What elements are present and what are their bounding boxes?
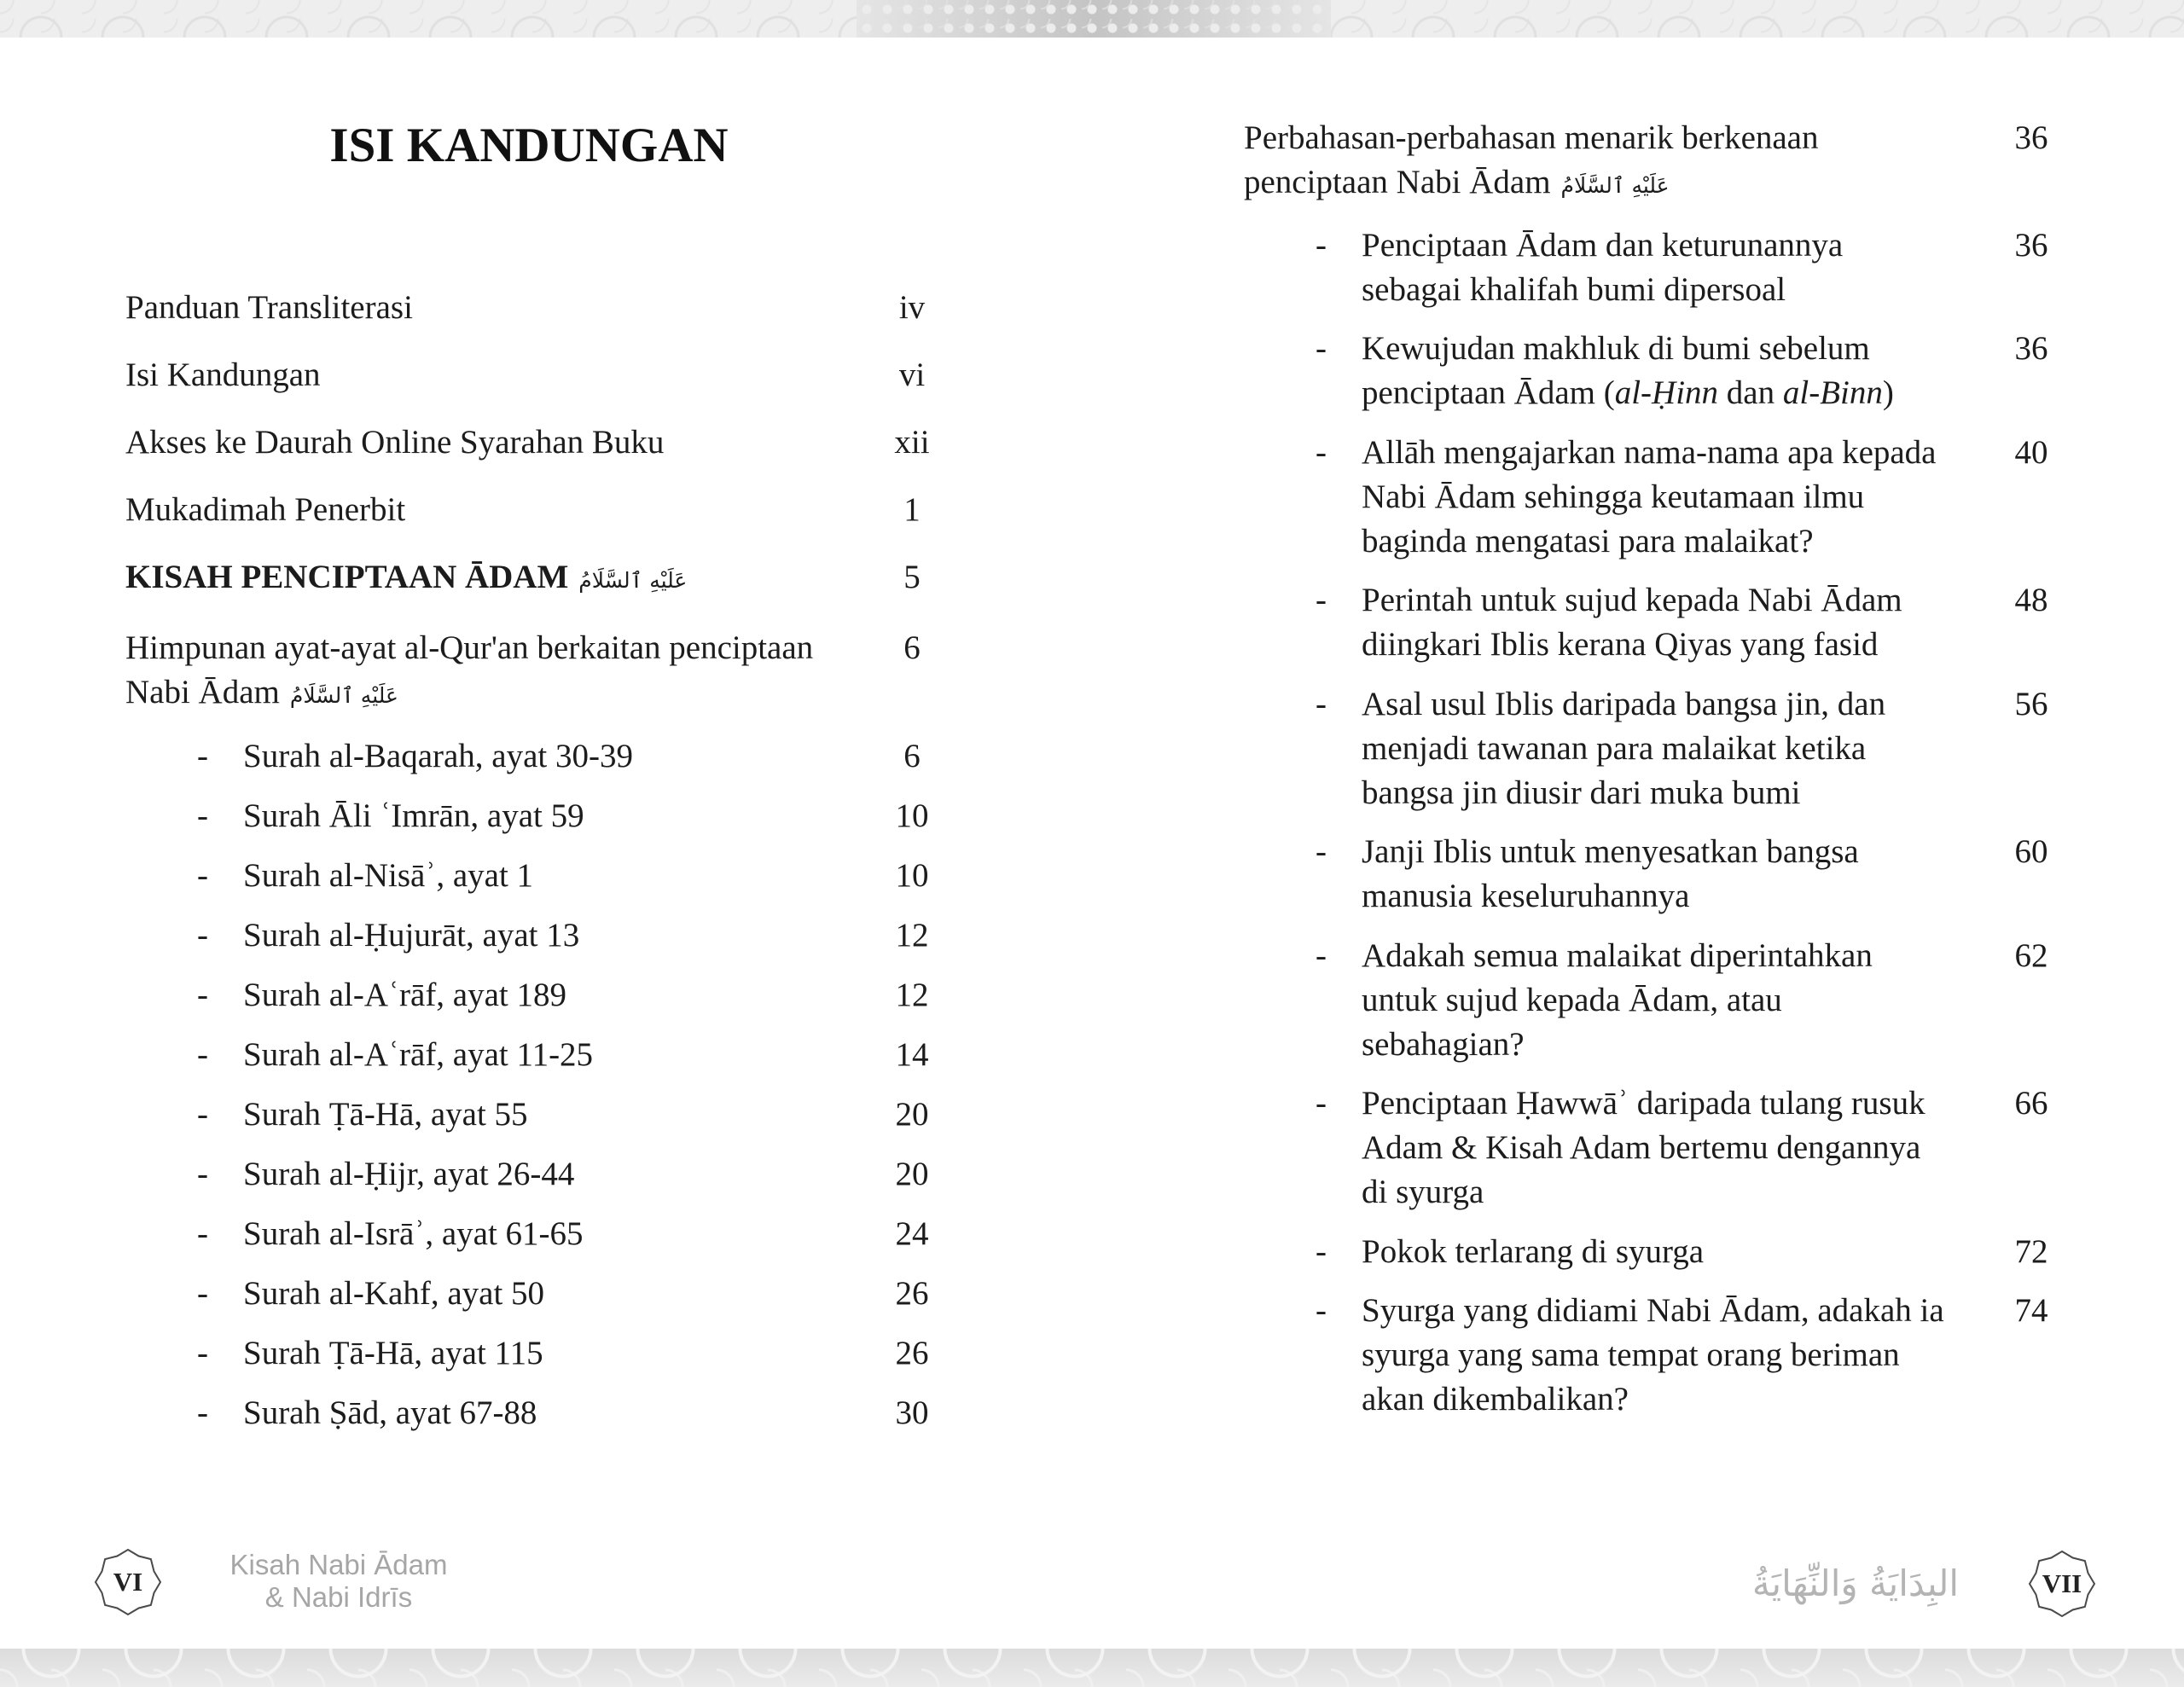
toc-entry-line: Himpunan ayat-ayat al-Qur'an berkaitan penciptaan (125, 629, 814, 666)
toc-entry-page: 20 (895, 1096, 929, 1133)
toc-entry-page: 60 (2014, 833, 2048, 870)
toc-entry-label (1362, 1230, 1997, 1274)
toc-sub-entry (125, 1093, 946, 1137)
toc-entry-line: Penciptaan Ḥawwāʾ daripada tulang rusuk (1362, 1085, 1926, 1122)
toc-entry-page: 36 (2014, 119, 2048, 156)
toc-entry-text: dan (1718, 374, 1783, 411)
dash-bullet: - (1316, 226, 1327, 264)
toc-entry-line: sebahagian? (1362, 1025, 1525, 1063)
toc-entry-line: Nabi Ādam sehingga keutamaan ilmu (1362, 478, 1865, 515)
toc-entry-text: penciptaan Nabi Ādam (1244, 164, 1551, 200)
dash-bullet: - (197, 738, 208, 774)
toc-chapter-entry (125, 555, 946, 603)
toc-entry (125, 353, 946, 397)
toc-entry-label (1362, 578, 1997, 667)
toc-entry-line: Asal usul Iblis daripada bangsa jin, dan (1362, 685, 1886, 722)
toc-sub-entry (1244, 1230, 2065, 1274)
toc-entry-title: Akses ke Daurah Online Syarahan Buku (125, 424, 665, 461)
toc-sub-entry (125, 794, 946, 838)
toc-sub-entry (1244, 1081, 2065, 1215)
toc-entry-title: Surah al-Kahf, ayat 50 (243, 1275, 545, 1312)
toc-sub-entry (125, 1152, 946, 1197)
toc-entry-line: Adakah semua malaikat diperintahkan (1362, 936, 1873, 974)
toc-entry-italic-term: al-Binn (1782, 374, 1883, 411)
toc-entry-line: untuk sujud kepada Ādam, atau (1362, 981, 1782, 1018)
toc-entry-line: syurga yang sama tempat orang beriman (1362, 1336, 1900, 1373)
toc-entry-title: Surah al-Isrāʾ, ayat 61-65 (243, 1215, 584, 1252)
toc-sub-entry (125, 973, 946, 1017)
honorific-alayhi-salam: عَلَيْهِ ٱلسَّلَامُ (1560, 173, 1670, 198)
toc-entry-page: 62 (2014, 936, 2048, 974)
toc-entry-line: Allāh mengajarkan nama-nama apa kepada (1362, 433, 1937, 471)
toc-sub-entry (125, 734, 946, 779)
dash-bullet: - (197, 857, 208, 894)
toc-entry-page: 10 (895, 797, 929, 834)
toc-entry-page: xii (894, 424, 930, 461)
toc-entry-page: 20 (895, 1156, 929, 1192)
toc-entry-page: 12 (895, 917, 929, 954)
toc-entry-line: di syurga (1362, 1174, 1484, 1210)
toc-entry-line: bangsa jin diusir dari muka bumi (1362, 774, 1801, 811)
toc-entry-line: Pokok terlarang di syurga (1362, 1232, 1705, 1270)
page-number: VII (2042, 1568, 2082, 1598)
dash-bullet: - (1316, 833, 1327, 870)
dash-bullet: - (1316, 1085, 1327, 1122)
toc-sub-entry (125, 1331, 946, 1376)
toc-entry (125, 626, 946, 718)
toc-entry-title: Mukadimah Penerbit (125, 491, 406, 528)
toc-entry-page: 26 (895, 1335, 929, 1371)
toc-entry-page: 6 (903, 629, 921, 666)
toc-entry-page: 26 (895, 1275, 929, 1312)
toc-entry-title: Surah Ṭā-Hā, ayat 55 (243, 1096, 528, 1133)
toc-sub-entry (1244, 431, 2065, 564)
toc-entry-page: 66 (2014, 1085, 2048, 1122)
toc-sub-entry (1244, 934, 2065, 1067)
toc-entry-page: 24 (895, 1215, 929, 1252)
toc-entry-title: Surah al-Nisāʾ, ayat 1 (243, 857, 534, 894)
toc-sub-entry (1244, 327, 2065, 415)
toc-left-list (125, 286, 946, 1451)
toc-entry-line: Janji Iblis untuk menyesatkan bangsa (1362, 833, 1859, 870)
toc-entry-label (1362, 431, 1997, 564)
toc-sub-entry (125, 1272, 946, 1316)
dash-bullet: - (197, 1036, 208, 1073)
toc-entry-page: iv (898, 289, 926, 326)
toc-entry-label (1362, 682, 1997, 815)
toc-sub-entry (125, 1212, 946, 1256)
toc-entry-line: akan dikembalikan? (1362, 1381, 1629, 1417)
toc-entry-title: Surah al-Baqarah, ayat 30-39 (243, 738, 633, 774)
toc-entry-line: baginda mengatasi para malaikat? (1362, 522, 1814, 559)
toc-sub-entry (125, 1033, 946, 1077)
toc-entry-page: 1 (903, 491, 921, 528)
toc-entry-page: 12 (895, 977, 929, 1013)
toc-entry-title: Surah al-Ḥijr, ayat 26-44 (243, 1156, 575, 1192)
toc-entry-line: diingkari Iblis kerana Qiyas yang fasid (1362, 626, 1879, 663)
folio-badge-right (2028, 1550, 2096, 1618)
toc-entry-label (1362, 327, 1997, 415)
dash-bullet: - (197, 917, 208, 954)
toc-entry (125, 420, 946, 465)
toc-entry-label (1362, 830, 1997, 919)
toc-entry-line (125, 670, 878, 718)
toc-entry-page: 5 (903, 559, 921, 595)
toc-entry-label (125, 555, 878, 603)
dash-bullet: - (197, 1215, 208, 1252)
toc-entry (125, 488, 946, 532)
toc-entry-page: 36 (2014, 226, 2048, 264)
toc-entry-line: sebagai khalifah bumi dipersoal (1362, 270, 1786, 308)
toc-right-list (1244, 116, 2065, 1437)
page-title: ISI KANDUNGAN (329, 119, 729, 172)
chapter-title: KISAH PENCIPTAAN ĀDAM (125, 559, 569, 595)
running-title-line: Kisah Nabi Ādam (229, 1549, 448, 1580)
toc-entry-page: 36 (2014, 330, 2048, 367)
toc-entry-italic-term: al-Ḥinn (1614, 374, 1719, 411)
toc-entry-page: 74 (2014, 1292, 2048, 1329)
dash-bullet: - (1316, 1232, 1327, 1270)
folio-badge-left (94, 1548, 162, 1616)
toc-entry-title: Surah Āli ʿImrān, ayat 59 (243, 797, 584, 834)
toc-entry-line: Perintah untuk sujud kepada Nabi Ādam (1362, 582, 1902, 618)
toc-entry-page: 14 (895, 1036, 929, 1073)
dash-bullet: - (1316, 936, 1327, 974)
dash-bullet: - (197, 977, 208, 1013)
running-title (211, 1549, 467, 1614)
toc-entry-line: menjadi tawanan para malaikat ketika (1362, 729, 1867, 767)
dash-bullet: - (1316, 1292, 1327, 1329)
toc-entry-label (125, 626, 878, 718)
toc-entry-line: Perbahasan-perbahasan menarik berkenaan (1244, 119, 1819, 156)
dash-bullet: - (197, 1335, 208, 1371)
toc-entry-page: 10 (895, 857, 929, 894)
series-calligraphy-logo: البِدَايَةُ وَالنِّهَايَةُ (1751, 1562, 1960, 1604)
toc-entry (1244, 116, 2065, 208)
dash-bullet: - (197, 797, 208, 834)
toc-entry-line: manusia keseluruhannya (1362, 878, 1690, 914)
toc-entry-title: Surah Ṭā-Hā, ayat 115 (243, 1335, 543, 1371)
toc-sub-entry (1244, 830, 2065, 919)
toc-entry-title: Panduan Transliterasi (125, 289, 413, 326)
toc-entry-title: Isi Kandungan (125, 357, 321, 393)
toc-entry-page: 56 (2014, 685, 2048, 722)
dash-bullet: - (1316, 582, 1327, 618)
toc-entry-title: Surah Ṣād, ayat 67-88 (243, 1394, 537, 1431)
toc-sub-entry (125, 913, 946, 958)
toc-entry-line (1362, 371, 1997, 415)
toc-entry-page: 40 (2014, 433, 2048, 471)
toc-entry-title: Surah al-Aʿrāf, ayat 189 (243, 977, 567, 1013)
page-number: VI (113, 1567, 143, 1597)
toc-entry-label (1362, 223, 1997, 312)
running-title-line: & Nabi Idrīs (264, 1581, 413, 1613)
honorific-alayhi-salam: عَلَيْهِ ٱلسَّلَامُ (578, 568, 688, 593)
dash-bullet: - (197, 1275, 208, 1312)
toc-entry-text: Nabi Ādam (125, 674, 280, 710)
toc-entry-title: Surah al-Ḥujurāt, ayat 13 (243, 917, 580, 954)
dash-bullet: - (1316, 433, 1327, 471)
toc-entry-label (1244, 116, 1997, 208)
toc-entry-label (1362, 1289, 1997, 1422)
toc-sub-entry (1244, 1289, 2065, 1422)
toc-entry-line: Syurga yang didiami Nabi Ādam, adakah ia (1362, 1292, 1944, 1329)
toc-entry-page: 6 (903, 738, 921, 774)
toc-entry-page: 72 (2014, 1232, 2048, 1270)
toc-entry-text: penciptaan Ādam ( (1362, 374, 1615, 411)
dash-bullet: - (1316, 330, 1327, 367)
toc-entry-line: Adam & Kisah Adam bertemu dengannya (1362, 1129, 1921, 1166)
toc-entry-page: 30 (895, 1394, 929, 1431)
dash-bullet: - (197, 1156, 208, 1192)
toc-sub-entry (1244, 578, 2065, 667)
toc-entry-line: Kewujudan makhluk di bumi sebelum (1362, 330, 1870, 367)
bottom-ornament-band (0, 1649, 2184, 1687)
toc-sub-entry (125, 1391, 946, 1435)
toc-entry-page: 48 (2014, 582, 2048, 618)
dash-bullet: - (1316, 685, 1327, 722)
toc-entry-text: ) (1882, 374, 1894, 411)
dash-bullet: - (197, 1394, 208, 1431)
honorific-alayhi-salam: عَلَيْهِ ٱلسَّلَامُ (289, 683, 398, 708)
toc-entry-line: Penciptaan Ādam dan keturunannya (1362, 226, 1844, 264)
toc-sub-entry (125, 854, 946, 898)
toc-sub-entry (1244, 223, 2065, 312)
toc-entry-label (1362, 1081, 1997, 1215)
toc-entry-page: vi (898, 357, 926, 393)
dash-bullet: - (197, 1096, 208, 1133)
toc-entry-title: Surah al-Aʿrāf, ayat 11-25 (243, 1036, 594, 1073)
toc-entry-line (1244, 160, 1997, 208)
toc-entry-label (1362, 934, 1997, 1067)
toc-entry (125, 286, 946, 330)
toc-sub-entry (1244, 682, 2065, 815)
top-center-ornament (857, 0, 1331, 38)
